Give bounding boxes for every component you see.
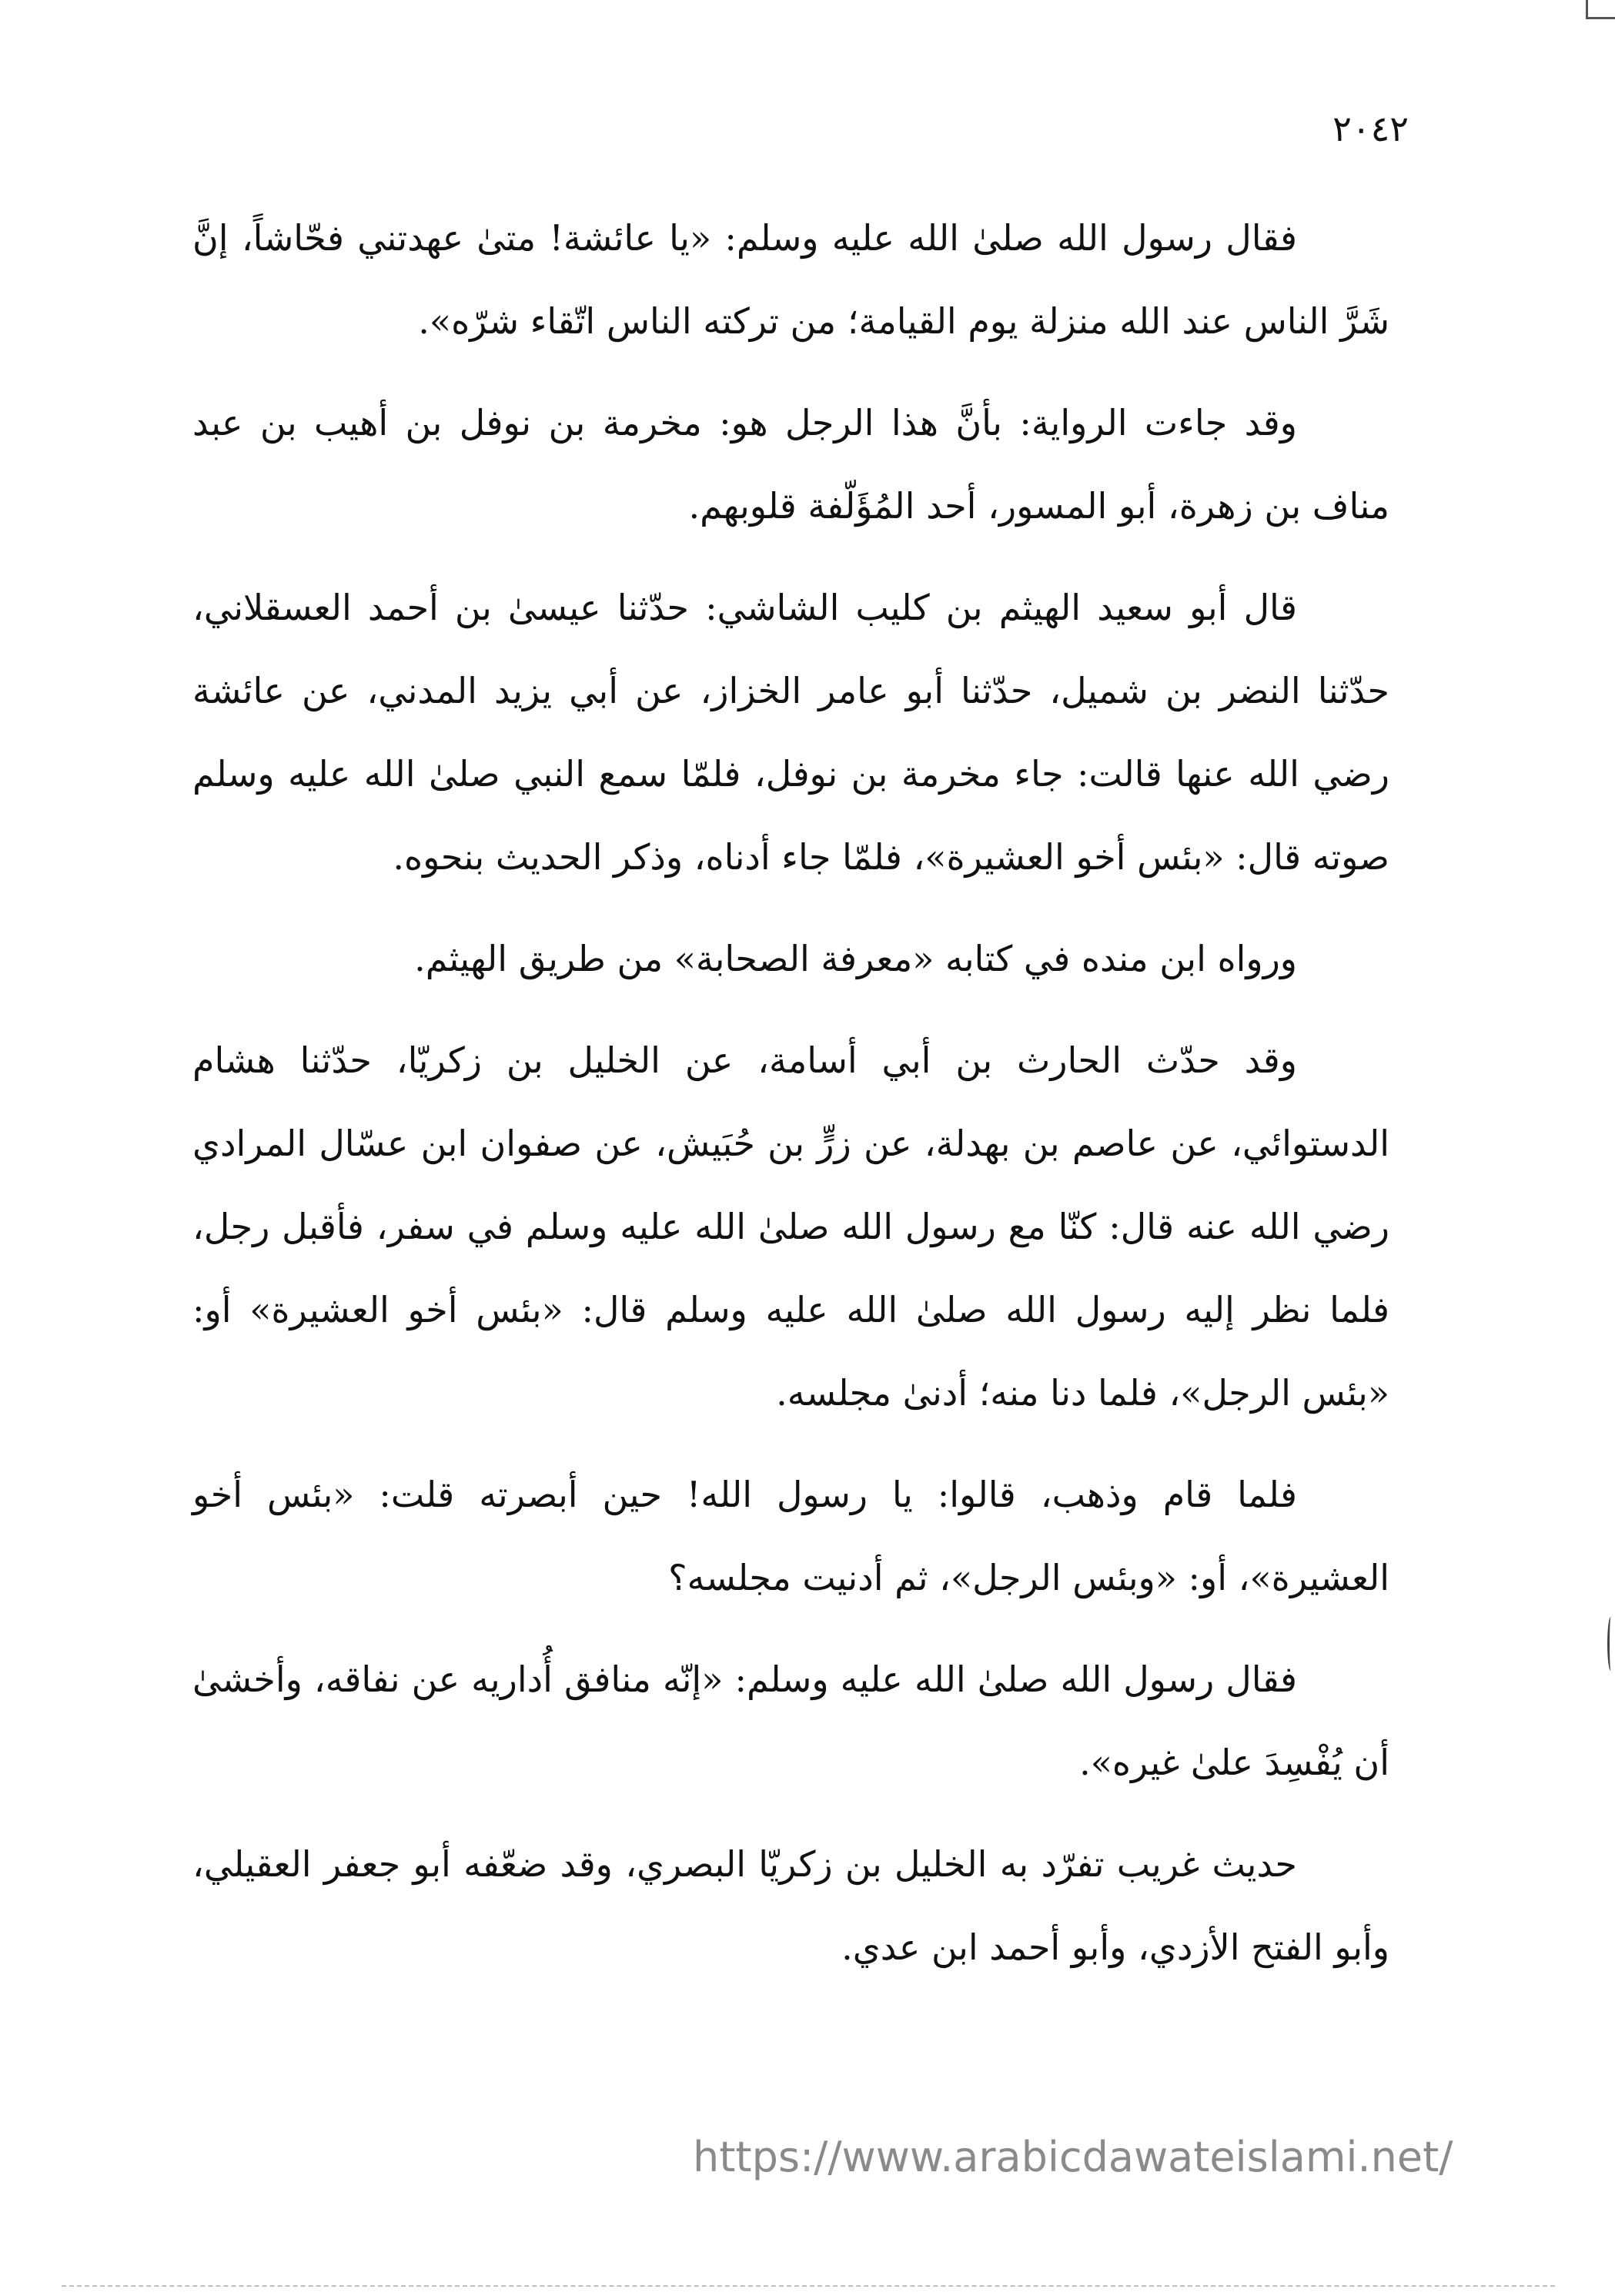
- footer-divider: [62, 2285, 1555, 2287]
- paragraph-5: وقد حدّث الحارث بن أبي أسامة، عن الخليل بن زكريّا، حدّثنا هشام الدستوائي، عن عاصم بن بهدلة، عن زرٍّ بن حُبَيش، عن صفوان ابن عسّال المرادي رضي الله عنه قال: كنّا مع رسول الله صلىٰ الله عليه وسلم في سفر، فأقبل رجل، فلما نظر إليه رسول الله صلىٰ الله عليه وسلم قال: «بئس أخو العشيرة» أو: «بئس الرجل»، فلما دنا منه؛ أدنىٰ مجلسه.: [192, 1039, 1389, 1414]
- document-body: [192, 196, 1389, 2007]
- paragraph-6: فلما قام وذهب، قالوا: يا رسول الله! حين أبصرته قلت: «بئس أخو العشيرة»، أو: «وبئس الرجل»، ثم أدنيت مجلسه؟: [192, 1474, 1389, 1598]
- source-url-watermark: https://www.arabicdawateislami.net/: [693, 2133, 1453, 2181]
- paragraph-8: حديث غريب تفرّد به الخليل بن زكريّا البصري، وقد ضعّفه أبو جعفر العقيلي، وأبو الفتح الأزدي، وأبو أحمد ابن عدي.: [192, 1843, 1389, 1968]
- scan-corner-mark: [1586, 0, 1615, 19]
- paragraph-4: ورواه ابن منده في كتابه «معرفة الصحابة» من طريق الهيثم.: [414, 938, 1297, 979]
- paragraph-1: فقال رسول الله صلىٰ الله عليه وسلم: «يا عائشة! متىٰ عهدتني فحّاشاً، إنَّ شَرَّ الناس عند الله منزلة يوم القيامة؛ من تركته الناس اتّقاء شرّه».: [192, 217, 1389, 342]
- paragraph-3: قال أبو سعيد الهيثم بن كليب الشاشي: حدّثنا عيسىٰ بن أحمد العسقلاني، حدّثنا النضر بن شميل، حدّثنا أبو عامر الخزاز، عن أبي يزيد المدني، عن عائشة رضي الله عنها قالت: جاء مخرمة بن نوفل، فلمّا سمع النبي صلىٰ الله عليه وسلم صوته قال: «بئس أخو العشيرة»، فلمّا جاء أدناه، وذكر الحديث بنحوه.: [192, 587, 1389, 878]
- scan-edge-mark: [1607, 1617, 1614, 1671]
- paragraph-2: وقد جاءت الرواية: بأنَّ هذا الرجل هو: مخرمة بن نوفل بن أهيب بن عبد مناف بن زهرة، أبو المسور، أحد المُؤَلّفة قلوبهم.: [192, 402, 1389, 527]
- page-number: ٢٠٤٢: [1332, 108, 1409, 149]
- paragraph-7: فقال رسول الله صلىٰ الله عليه وسلم: «إنّه منافق أُداريه عن نفاقه، وأخشىٰ أن يُفْسِدَ علىٰ غيره».: [192, 1658, 1389, 1783]
